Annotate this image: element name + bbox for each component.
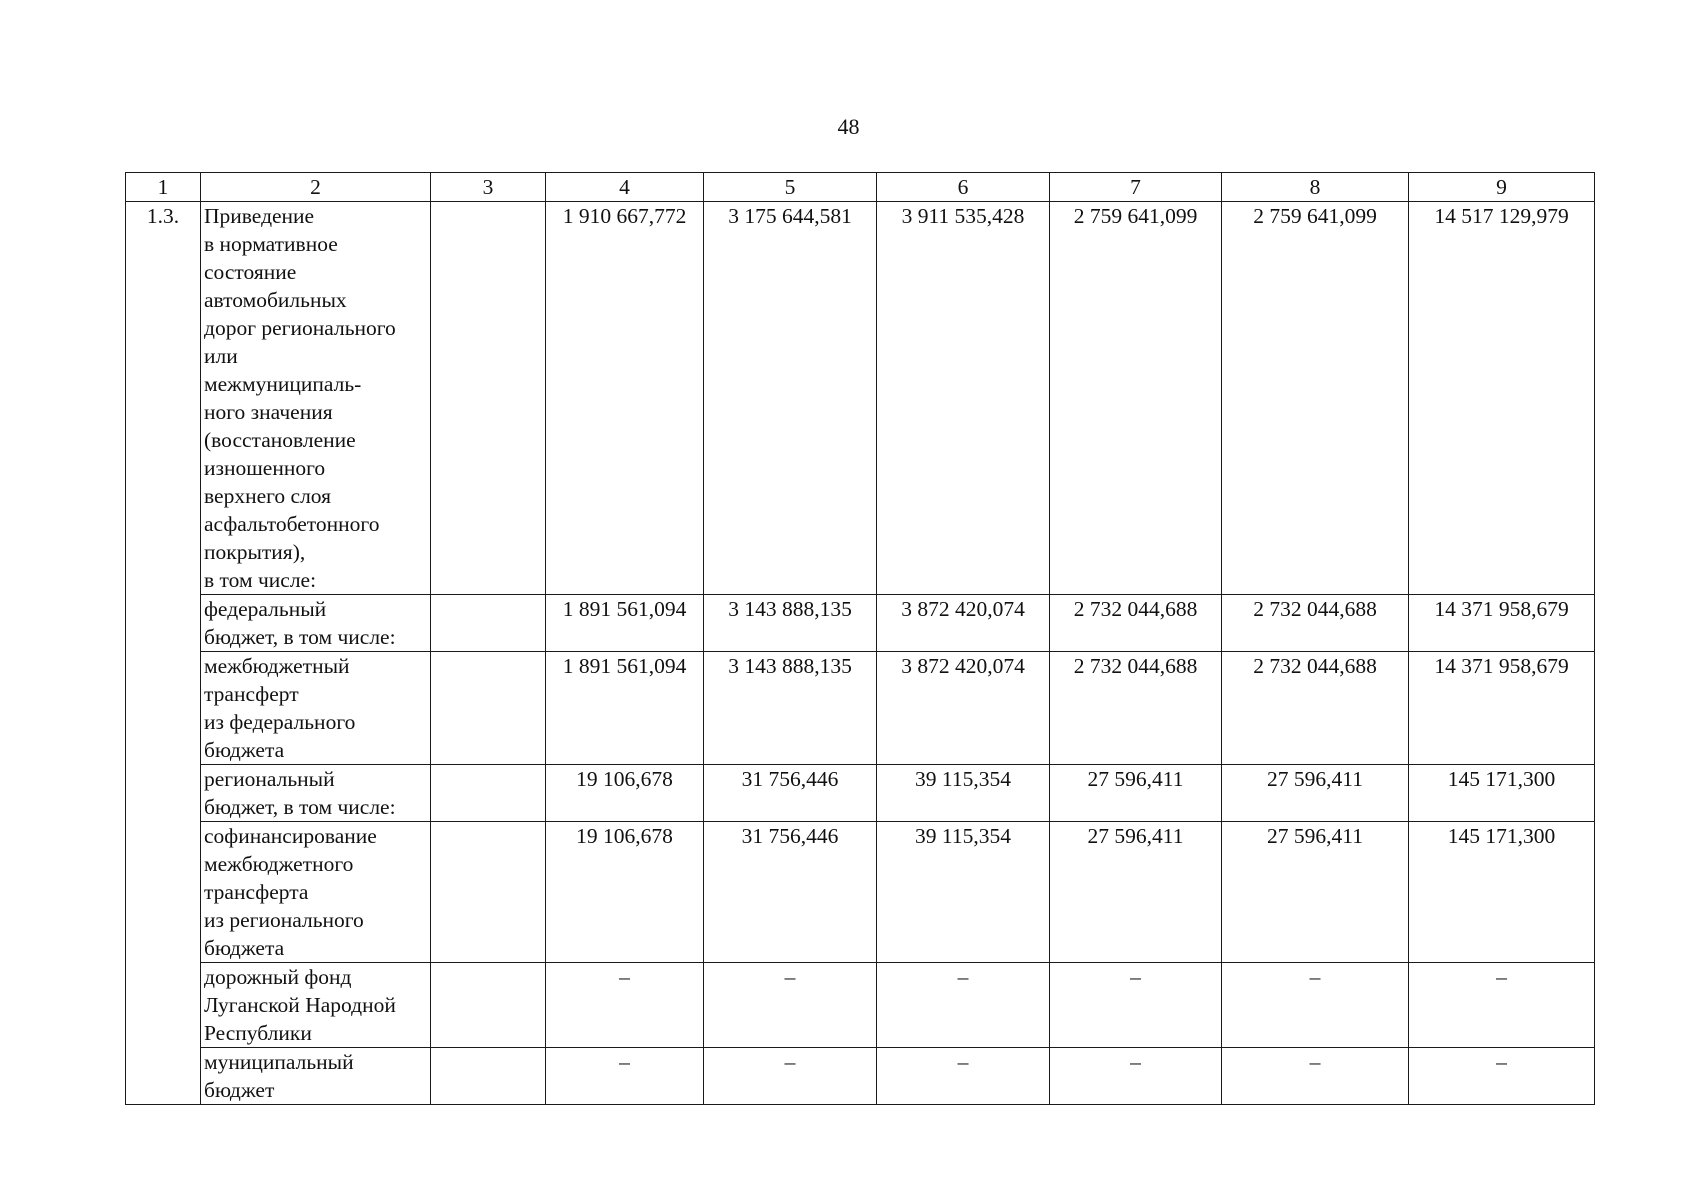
row-name-line: федеральный	[204, 597, 327, 621]
value-cell: 3 911 535,428	[877, 202, 1050, 595]
table-row	[126, 652, 1595, 765]
table-row	[126, 202, 1595, 595]
value-cell: 145 171,300	[1409, 822, 1595, 963]
column-3-cell	[431, 1048, 546, 1105]
value-cell: –	[1050, 963, 1222, 1048]
row-name-cell	[201, 202, 431, 595]
value-cell: 27 596,411	[1222, 765, 1409, 822]
row-name-line: покрытия),	[204, 540, 306, 564]
column-header: 2	[201, 173, 431, 202]
value-cell: 14 517 129,979	[1409, 202, 1595, 595]
value-cell: 14 371 958,679	[1409, 652, 1595, 765]
value-cell: 39 115,354	[877, 765, 1050, 822]
row-name-line: софинансирование	[204, 824, 377, 848]
value-cell: –	[1409, 1048, 1595, 1105]
value-cell: –	[704, 1048, 877, 1105]
row-name-line: Приведение	[204, 204, 315, 228]
table-row	[126, 1048, 1595, 1105]
value-cell: 2 732 044,688	[1050, 595, 1222, 652]
column-header: 1	[126, 173, 201, 202]
value-cell: 19 106,678	[546, 765, 704, 822]
row-name-line: Луганской Народной	[204, 993, 396, 1017]
value-cell: –	[877, 1048, 1050, 1105]
row-name-line: изношенного	[204, 456, 326, 480]
row-name-line: дорог регионального	[204, 316, 396, 340]
value-cell: 2 759 641,099	[1050, 202, 1222, 595]
column-header: 8	[1222, 173, 1409, 202]
value-cell: 27 596,411	[1050, 765, 1222, 822]
value-cell: 2 732 044,688	[1222, 595, 1409, 652]
row-name-line: (восстановление	[204, 428, 356, 452]
column-3-cell	[431, 963, 546, 1048]
value-cell: –	[546, 1048, 704, 1105]
column-3-cell	[431, 822, 546, 963]
row-name-line: трансферт	[204, 682, 299, 706]
value-cell: 31 756,446	[704, 822, 877, 963]
row-name-line: состояние	[204, 260, 297, 284]
column-3-cell	[431, 652, 546, 765]
row-name-line: из федерального	[204, 710, 356, 734]
value-cell: 27 596,411	[1222, 822, 1409, 963]
row-name-cell	[201, 765, 431, 822]
value-cell: 31 756,446	[704, 765, 877, 822]
value-cell: –	[704, 963, 877, 1048]
column-header: 7	[1050, 173, 1222, 202]
row-name-cell	[201, 822, 431, 963]
table-row	[126, 595, 1595, 652]
table-row	[126, 822, 1595, 963]
row-name-line: трансферта	[204, 880, 309, 904]
value-cell: 3 143 888,135	[704, 652, 877, 765]
row-name-line: из регионального	[204, 908, 364, 932]
table-row	[126, 765, 1595, 822]
row-name-line: бюджета	[204, 738, 285, 762]
value-cell: 1 891 561,094	[546, 595, 704, 652]
column-3-cell	[431, 595, 546, 652]
value-cell: –	[1222, 1048, 1409, 1105]
value-cell: 2 732 044,688	[1050, 652, 1222, 765]
row-name-line: бюджет, в том числе:	[204, 625, 396, 649]
value-cell: –	[877, 963, 1050, 1048]
value-cell: 1 910 667,772	[546, 202, 704, 595]
row-name-line: бюджет	[204, 1078, 275, 1102]
row-name-cell	[201, 595, 431, 652]
column-header: 5	[704, 173, 877, 202]
value-cell: –	[1050, 1048, 1222, 1105]
row-name-line: в нормативное	[204, 232, 338, 256]
row-name-line: дорожный фонд	[204, 965, 352, 989]
column-header: 4	[546, 173, 704, 202]
value-cell: 2 759 641,099	[1222, 202, 1409, 595]
row-name-line: региональный	[204, 767, 335, 791]
row-name-line: асфальтобетонного	[204, 512, 380, 536]
value-cell: 19 106,678	[546, 822, 704, 963]
value-cell: 2 732 044,688	[1222, 652, 1409, 765]
value-cell: 14 371 958,679	[1409, 595, 1595, 652]
value-cell: –	[1409, 963, 1595, 1048]
column-3-cell	[431, 765, 546, 822]
budget-table	[125, 172, 1595, 1105]
row-name-line: бюджета	[204, 936, 285, 960]
column-header: 3	[431, 173, 546, 202]
row-name-line: межмуниципаль-	[204, 372, 362, 396]
table-body	[126, 202, 1595, 1105]
row-name-line: или	[204, 344, 238, 368]
row-name-line: бюджет, в том числе:	[204, 795, 396, 819]
row-name-line: межбюджетный	[204, 654, 350, 678]
value-cell: 39 115,354	[877, 822, 1050, 963]
column-3-cell	[431, 202, 546, 595]
column-number-row	[126, 173, 1595, 202]
value-cell: 3 143 888,135	[704, 595, 877, 652]
value-cell: 145 171,300	[1409, 765, 1595, 822]
table-row	[126, 963, 1595, 1048]
value-cell: 3 872 420,074	[877, 652, 1050, 765]
value-cell: 3 872 420,074	[877, 595, 1050, 652]
column-header: 6	[877, 173, 1050, 202]
row-name-cell	[201, 963, 431, 1048]
row-name-line: в том числе:	[204, 568, 317, 592]
value-cell: 3 175 644,581	[704, 202, 877, 595]
row-name-line: верхнего слоя	[204, 484, 332, 508]
row-name-line: Республики	[204, 1021, 312, 1045]
column-header: 9	[1409, 173, 1595, 202]
row-name-cell	[201, 652, 431, 765]
item-number-cell: 1.3.	[126, 202, 201, 1105]
row-name-line: ного значения	[204, 400, 333, 424]
row-name-line: межбюджетного	[204, 852, 354, 876]
value-cell: 27 596,411	[1050, 822, 1222, 963]
value-cell: 1 891 561,094	[546, 652, 704, 765]
row-name-line: муниципальный	[204, 1050, 354, 1074]
row-name-line: автомобильных	[204, 288, 347, 312]
value-cell: –	[546, 963, 704, 1048]
row-name-cell	[201, 1048, 431, 1105]
page-number: 48	[837, 114, 860, 139]
value-cell: –	[1222, 963, 1409, 1048]
